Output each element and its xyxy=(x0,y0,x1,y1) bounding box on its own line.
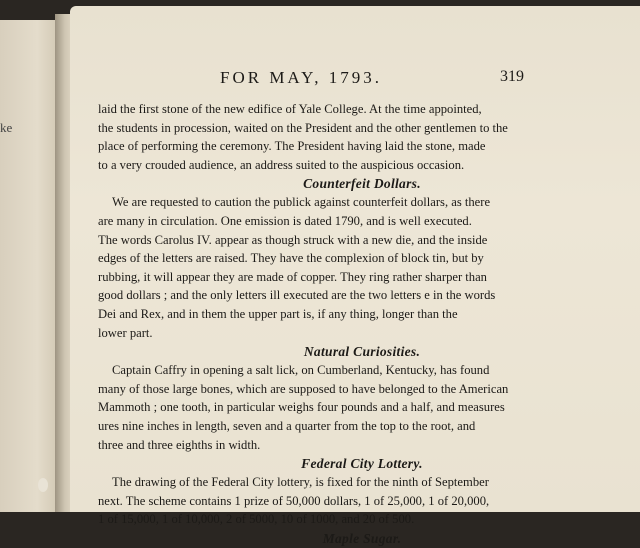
text-line: are many in circulation. One emission is dated 1790, and is well executed. xyxy=(98,213,472,228)
paper-hole xyxy=(38,478,48,492)
text-line: good dollars ; and the only letters ill executed are the two letters e in the words xyxy=(98,288,496,303)
text-line: to a very crouded audience, an address suited to the auspicious occasion. xyxy=(98,157,465,172)
text-line: the students in procession, waited on the President and the other gentlemen to the xyxy=(98,120,508,135)
text-line: next. The scheme contains 1 prize of 50,000 dollars, 1 of 25,000, 1 of 20,000, xyxy=(98,493,490,508)
text-line: rubbing, it will appear they are made of copper. They ring rather sharper than xyxy=(98,269,487,284)
text-line: many of those large bones, which are supposed to have belonged to the American xyxy=(98,381,509,396)
text-line: Captain Caffry in opening a salt lick, on Cumberland, Kentucky, has found xyxy=(112,363,490,378)
facing-page-text-fragment: ke xyxy=(0,120,13,135)
section-heading: Federal City Lottery. xyxy=(301,456,423,472)
text-line: The words Carolus IV. appear as though struck with a new die, and the inside xyxy=(98,232,488,247)
section-heading: Natural Curiosities. xyxy=(303,344,421,360)
text-line: 1 of 15,000, 1 of 10,000, 2 of 5000, 10 of 1000, and 20 of 500. xyxy=(98,512,415,527)
text-line: We are requested to caution the publick against counterfeit dollars, as there xyxy=(112,195,491,210)
article-body xyxy=(98,100,626,548)
text-line: The drawing of the Federal City lottery, is fixed for the ninth of September xyxy=(112,475,489,490)
section-heading: Maple Sugar. xyxy=(322,530,402,546)
magazine-page xyxy=(70,6,640,546)
facing-page-edge xyxy=(0,20,62,512)
text-line: edges of the letters are raised. They have the complexion of block tin, but by xyxy=(98,251,484,266)
text-line: place of performing the ceremony. The President having laid the stone, made xyxy=(98,139,486,154)
text-line: lower part. xyxy=(98,325,153,340)
section-heading: Counterfeit Dollars. xyxy=(303,176,421,192)
text-line: ures nine inches in length, seven and a quarter from the top to the root, and xyxy=(98,418,476,433)
text-line: Dei and Rex, and in them the upper part is, if any thing, longer than the xyxy=(98,306,458,321)
running-head: FOR MAY, 1793. xyxy=(220,68,382,87)
text-line: Mammoth ; one tooth, in particular weighs four pounds and a half, and measures xyxy=(98,400,505,415)
page-number: 319 xyxy=(500,68,524,85)
text-line: three and three eighths in width. xyxy=(98,437,261,452)
text-line: laid the first stone of the new edifice of Yale College. At the time appointed, xyxy=(98,102,482,116)
